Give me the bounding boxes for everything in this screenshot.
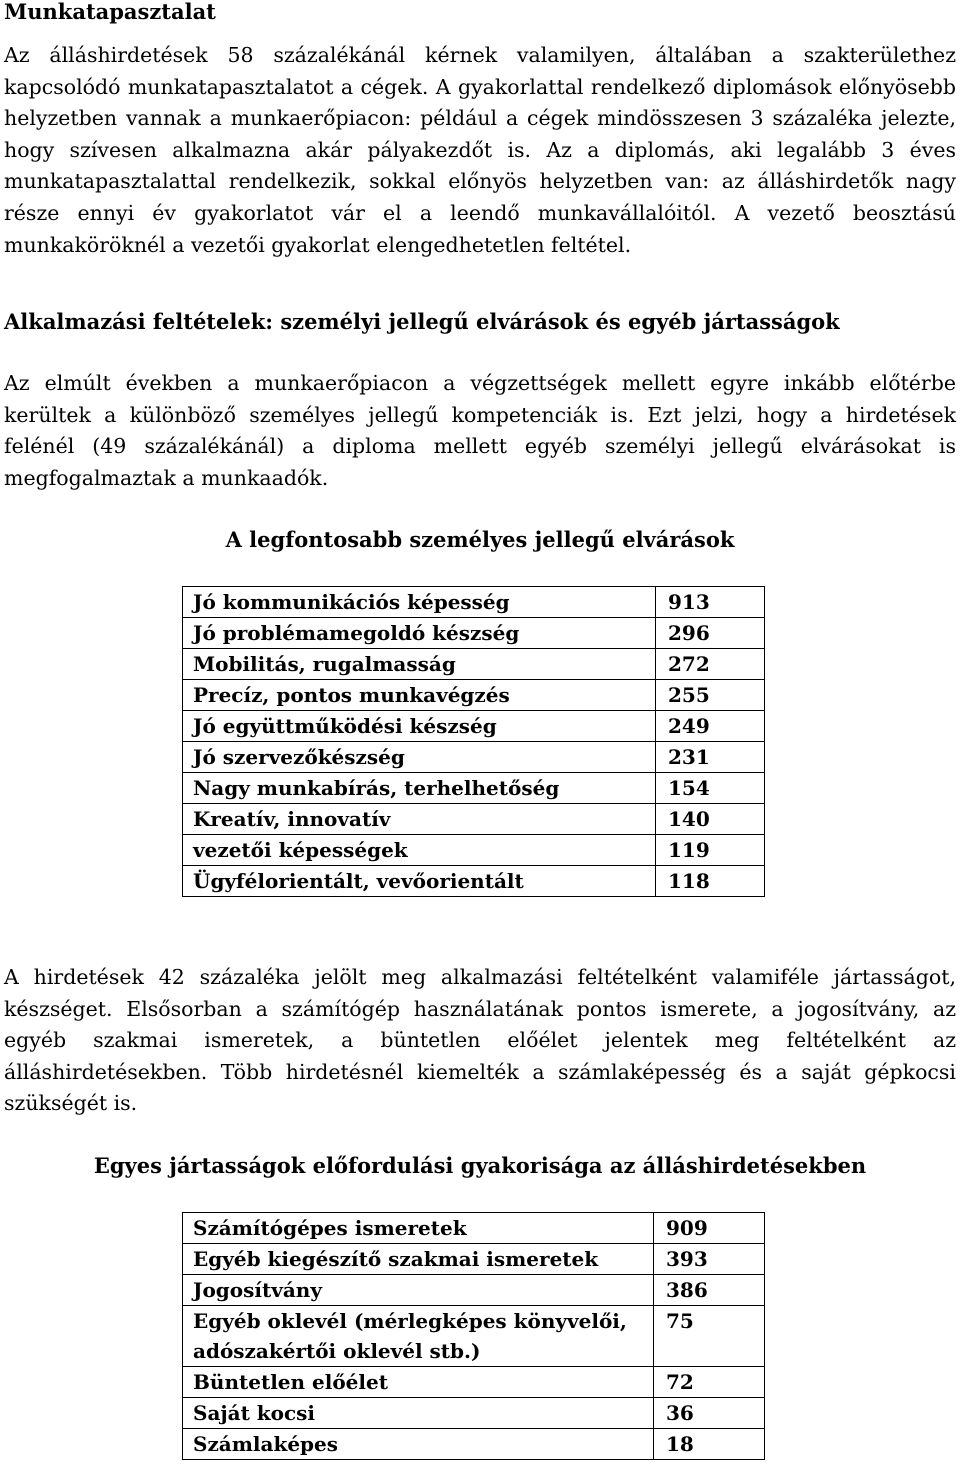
skills-frequency-table	[182, 1212, 765, 1460]
paragraph-employment-conditions: Az elmúlt években a munkaerőpiacon a végzettségek mellett egyre inkább előtérbe kerültek a különböző személyes jellegű kompetenciák is. Ezt jelzi, hogy a hirdetések felénél (49 százalékánál) a diploma mellett egyéb személyi jellegű elvárásokat is megfogalmaztak a munkaadók.	[4, 371, 956, 490]
row-label: Jó kommunikációs képesség	[183, 587, 656, 618]
paragraph-work-experience: Az álláshirdetések 58 százalékánál kérnek valamilyen, általában a szakterülethez kapcsolódó munkatapasztalatot a cégek. A gyakorlattal rendelkező diplomások előnyösebb helyzetben vannak a munkaerőpiacon: például a cégek mindösszesen 3 százaléka jelezte, hogy szívesen alkalmazna akár pályakezdőt is. Az a diplomás, aki legalább 3 éves munkatapasztalattal rendelkezik, sokkal előnyös helyzetben van: az álláshirdetők nagy része ennyi év gyakorlatot vár el a leendő munkavállalóitól. A vezető beosztású munkaköröknél a vezetői gyakorlat elengedhetetlen feltétel.	[4, 43, 956, 257]
section-title-employment-conditions: Alkalmazási feltételek: személyi jellegű elvárások és egyéb jártasságok	[4, 309, 840, 334]
row-label: Egyéb oklevél (mérlegképes könyvelői, adószakértői oklevél stb.)	[183, 1306, 654, 1367]
row-label: Mobilitás, rugalmasság	[183, 649, 656, 680]
row-label: Büntetlen előélet	[183, 1367, 654, 1398]
row-label: Jó problémamegoldó készség	[183, 618, 656, 649]
row-label: Számlaképes	[183, 1429, 654, 1460]
table-row	[183, 773, 765, 804]
row-label: Jó szervezőkészség	[183, 742, 656, 773]
row-value: 75	[654, 1306, 765, 1367]
row-label: Saját kocsi	[183, 1398, 654, 1429]
paragraph-skills: A hirdetések 42 százaléka jelölt meg alkalmazási feltételként valamiféle jártasságot, készséget. Elsősorban a számítógép használatának pontos ismerete, a jogosítvány, az egyéb szakmai ismeretek, a büntetlen előélet jelentek meg feltételként az álláshirdetésekben. Több hirdetésnél kiemelték a számlaképesség és a saját gépkocsi szükségét is.	[4, 965, 956, 1116]
table-row	[183, 1306, 765, 1367]
row-value: 272	[656, 649, 765, 680]
row-value: 118	[656, 866, 765, 897]
table-row	[183, 1398, 765, 1429]
row-label: Egyéb kiegészítő szakmai ismeretek	[183, 1244, 654, 1275]
table-row	[183, 835, 765, 866]
table-row	[183, 1275, 765, 1306]
section-title-work-experience: Munkatapasztalat	[4, 0, 216, 24]
row-value: 386	[654, 1275, 765, 1306]
table-row	[183, 618, 765, 649]
personal-expectations-table	[182, 586, 765, 897]
table-row	[183, 587, 765, 618]
row-label: Kreatív, innovatív	[183, 804, 656, 835]
row-label: Jó együttműködési készség	[183, 711, 656, 742]
row-label: Ügyfélorientált, vevőorientált	[183, 866, 656, 897]
table-row	[183, 742, 765, 773]
row-label: Precíz, pontos munkavégzés	[183, 680, 656, 711]
row-value: 154	[656, 773, 765, 804]
row-value: 255	[656, 680, 765, 711]
row-value: 119	[656, 835, 765, 866]
row-value: 249	[656, 711, 765, 742]
table-row	[183, 1244, 765, 1275]
row-value: 18	[654, 1429, 765, 1460]
row-value: 913	[656, 587, 765, 618]
row-value: 231	[656, 742, 765, 773]
row-value: 296	[656, 618, 765, 649]
row-value: 36	[654, 1398, 765, 1429]
table-row	[183, 649, 765, 680]
table-title-skills-frequency: Egyes jártasságok előfordulási gyakorisága az álláshirdetésekben	[93, 1153, 867, 1178]
table-row	[183, 711, 765, 742]
row-value: 72	[654, 1367, 765, 1398]
table-row	[183, 1367, 765, 1398]
row-label: Nagy munkabírás, terhelhetőség	[183, 773, 656, 804]
row-value: 393	[654, 1244, 765, 1275]
row-label: Jogosítvány	[183, 1275, 654, 1306]
row-label: vezetői képességek	[183, 835, 656, 866]
table-row	[183, 866, 765, 897]
row-label: Számítógépes ismeretek	[183, 1213, 654, 1244]
table-row	[183, 804, 765, 835]
row-value: 909	[654, 1213, 765, 1244]
table-row	[183, 680, 765, 711]
table-row	[183, 1213, 765, 1244]
table-row	[183, 1429, 765, 1460]
row-value: 140	[656, 804, 765, 835]
table-title-personal-expectations: A legfontosabb személyes jellegű elvárások	[225, 527, 735, 552]
